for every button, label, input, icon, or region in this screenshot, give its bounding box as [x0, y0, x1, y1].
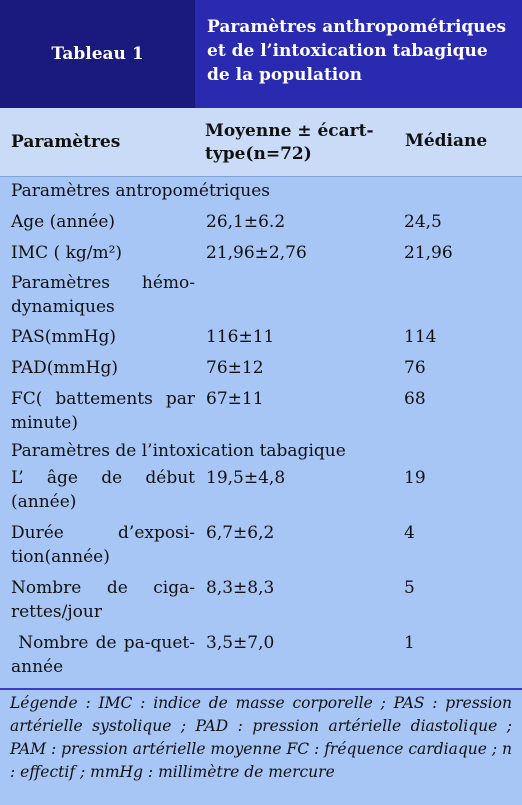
table-row: [0, 521, 522, 569]
param-cell: FC( battements par minute): [11, 389, 195, 433]
mean-cell: 6,7±6,2: [206, 523, 275, 543]
table-row: [0, 631, 522, 679]
mean-cell: 19,5±4,8: [206, 468, 286, 488]
col-header-mediane: Médiane: [405, 131, 488, 151]
table-title: Paramètres anthropométriques et de l’intoxication tabagique de la population: [195, 0, 522, 108]
section-title-row: [0, 271, 522, 319]
mean-cell: 116±11: [206, 327, 275, 347]
col-header-moyenne: Moyenne ± écart-type(n=72): [205, 121, 374, 164]
median-cell: 68: [404, 389, 426, 409]
mean-cell: 21,96±2,76: [206, 243, 307, 263]
param-cell: Nombre de ciga-rettes/jour: [11, 578, 195, 622]
col-header-parametres: Paramètres: [11, 132, 121, 152]
mean-cell: 8,3±8,3: [206, 578, 275, 598]
table-body: [0, 177, 522, 679]
mean-cell: 26,1±6.2: [206, 212, 286, 232]
table-legend: Légende : IMC : indice de masse corporelle ; PAS : pression artérielle systolique ; PAD : pression artérielle diastolique ; PAM : pression artérielle moyenne FC : fréquence cardiaque ; n : effectif ; mmHg : millimètre de mercure: [0, 688, 522, 805]
table-row: [0, 576, 522, 624]
median-cell: 114: [404, 327, 437, 347]
median-cell: 24,5: [404, 212, 442, 232]
mean-cell: 67±11: [206, 389, 264, 409]
section-title: Paramètres hémo-dynamiques: [11, 273, 195, 317]
median-cell: 21,96: [404, 243, 453, 263]
param-cell: PAS(mmHg): [11, 327, 117, 347]
param-cell: L’ âge de début (année): [11, 468, 195, 512]
table-row: [0, 325, 522, 349]
table-row: [0, 241, 522, 265]
table-row: [0, 210, 522, 234]
table-row: [0, 356, 522, 380]
param-cell: PAD(mmHg): [11, 358, 118, 378]
median-cell: 76: [404, 358, 426, 378]
table-row: [0, 387, 522, 435]
median-cell: 4: [404, 523, 415, 543]
mean-cell: 76±12: [206, 358, 264, 378]
section-title: Paramètres de l’intoxication tabagique: [11, 441, 346, 461]
median-cell: 19: [404, 468, 426, 488]
param-cell: Durée d’exposi-tion(année): [11, 523, 195, 567]
mean-cell: 3,5±7,0: [206, 633, 275, 653]
table-row: [0, 466, 522, 514]
table-number: Tableau 1: [0, 0, 195, 108]
median-cell: 1: [404, 633, 415, 653]
column-headers: [0, 108, 522, 177]
param-cell: IMC ( kg/m²): [11, 243, 123, 263]
param-cell: Nombre de pa-quet-année: [11, 633, 196, 677]
median-cell: 5: [404, 578, 415, 598]
table-header: [0, 0, 522, 108]
section-title: Paramètres antropométriques: [11, 181, 270, 201]
param-cell: Age (année): [11, 212, 116, 232]
